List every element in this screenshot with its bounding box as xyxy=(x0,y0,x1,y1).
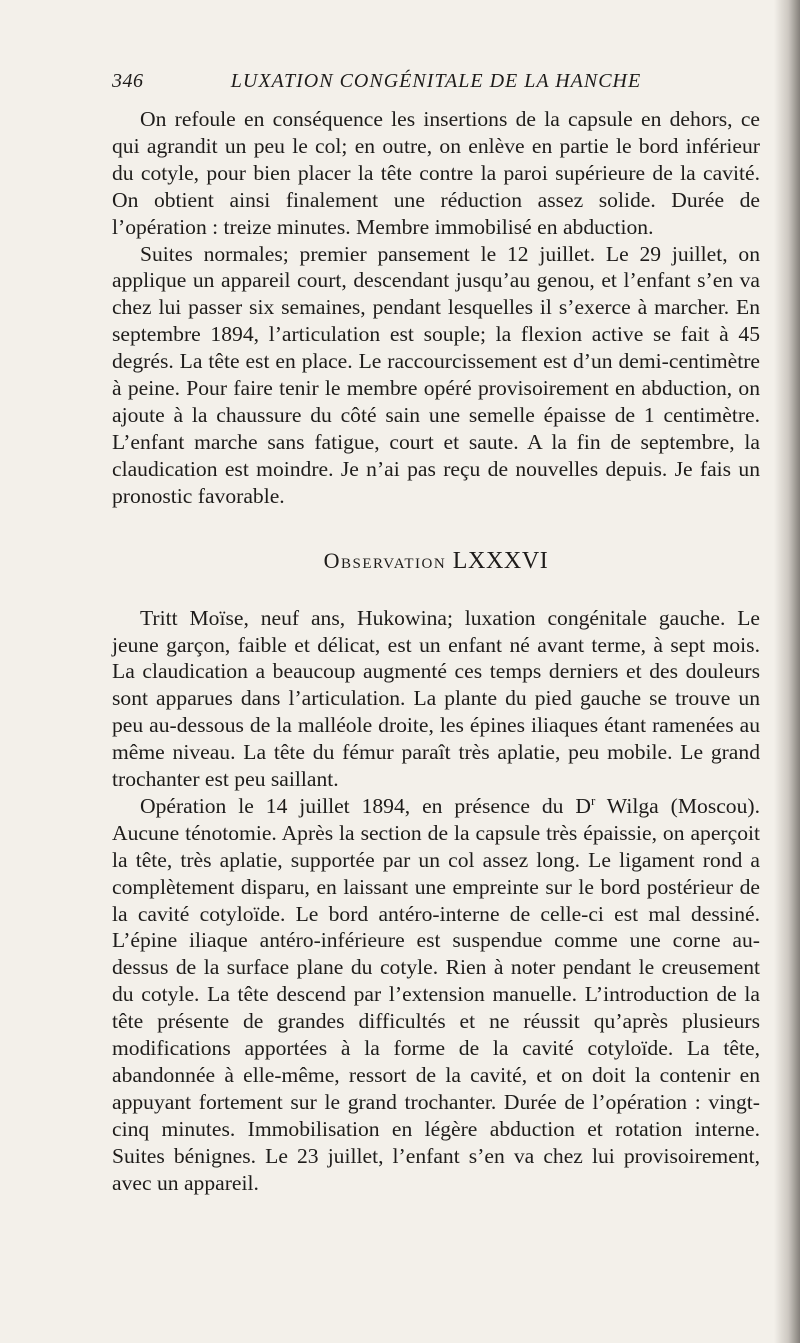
paragraph-4 xyxy=(112,793,760,1197)
paragraph-4-body: Wilga (Moscou). Aucune ténotomie. Après la section de la capsule très épaissie, on aperçoit la tête, très aplatie, supportée par un col assez long. Le ligament rond a complètement disparu, en laissant une empreinte sur le bord postérieur de la cavité cotyloïde. Le bord antéro-interne de celle-ci est mal dessiné. L’épine iliaque antéro-inférieure est suspendue comme une corne au-dessus de la surface plane du cotyle. Rien à noter pendant le creusement du cotyle. La tête descend par l’extension manuelle. L’introduction de la tête présente de grandes difficultés et ne réussit qu’après plusieurs modifications apportées à la forme de la cavité cotyloïde. La tête, abandonnée à elle-même, ressort de la cavité, et on doit la contenir en appuyant fortement sur le grand trochanter. Durée de l’opération : vingt-cinq minutes. Immobilisation en légère abduction et rotation interne. Suites bénignes. Le 23 juillet, l’enfant s’en va chez lui provisoirement, avec un appareil. xyxy=(112,793,760,1195)
observation-heading xyxy=(112,548,760,575)
paragraph-2: Suites normales; premier pansement le 12 juillet. Le 29 juillet, on applique un appareil court, descendant jusqu’au genou, et l’enfant s’en va chez lui passer six semaines, pendant lesquelles il s’exerce à marcher. En septembre 1894, l’articulation est souple; la flexion active se fait à 45 degrés. La tête est en place. Le raccourcissement est d’un demi-centimètre à peine. Pour faire tenir le membre opéré provisoirement en abduction, on ajoute à la chaussure du côté sain une semelle épaisse de 1 centimètre. L’enfant marche sans fatigue, court et saute. A la fin de septembre, la claudication est moindre. Je n’ai pas reçu de nouvelles depuis. Je fais un pronostic favorable. xyxy=(112,241,760,508)
running-title: LUXATION CONGÉNITALE DE LA HANCHE xyxy=(230,70,642,92)
page-edge-shadow xyxy=(774,0,800,1343)
doctor-title-superscript: r xyxy=(590,792,596,808)
paragraph-1: On refoule en conséquence les insertions de la capsule en dehors, ce qui agrandit un peu le col; en outre, on enlève en partie le bord inférieur du cotyle, pour bien placer la tête contre la paroi supérieure de la cavité. On obtient ainsi finalement une réduction assez solide. Durée de l’opération : treize minutes. Membre immobilisé en abduction. xyxy=(112,107,760,239)
paragraph-3: Tritt Moïse, neuf ans, Hukowina; luxation congénitale gauche. Le jeune garçon, faible et délicat, est un enfant né avant terme, à sept mois. La claudication a beaucoup augmenté ces temps derniers et des douleurs sont apparues dans l’articulation. La plante du pied gauche se trouve un peu au-dessous de la malléole droite, les épines iliaques étant ramenées au même niveau. La tête du fémur paraît très aplatie, peu mobile. Le grand trochanter est peu saillant. xyxy=(112,605,760,792)
paragraph-4-lead: Opération le 14 juillet 1894, en présence du D xyxy=(140,793,591,818)
running-head xyxy=(112,70,760,106)
observation-word: Observation xyxy=(323,547,447,573)
page-number: 346 xyxy=(112,70,144,92)
book-page xyxy=(112,70,760,1197)
observation-number: LXXXVI xyxy=(452,547,549,574)
